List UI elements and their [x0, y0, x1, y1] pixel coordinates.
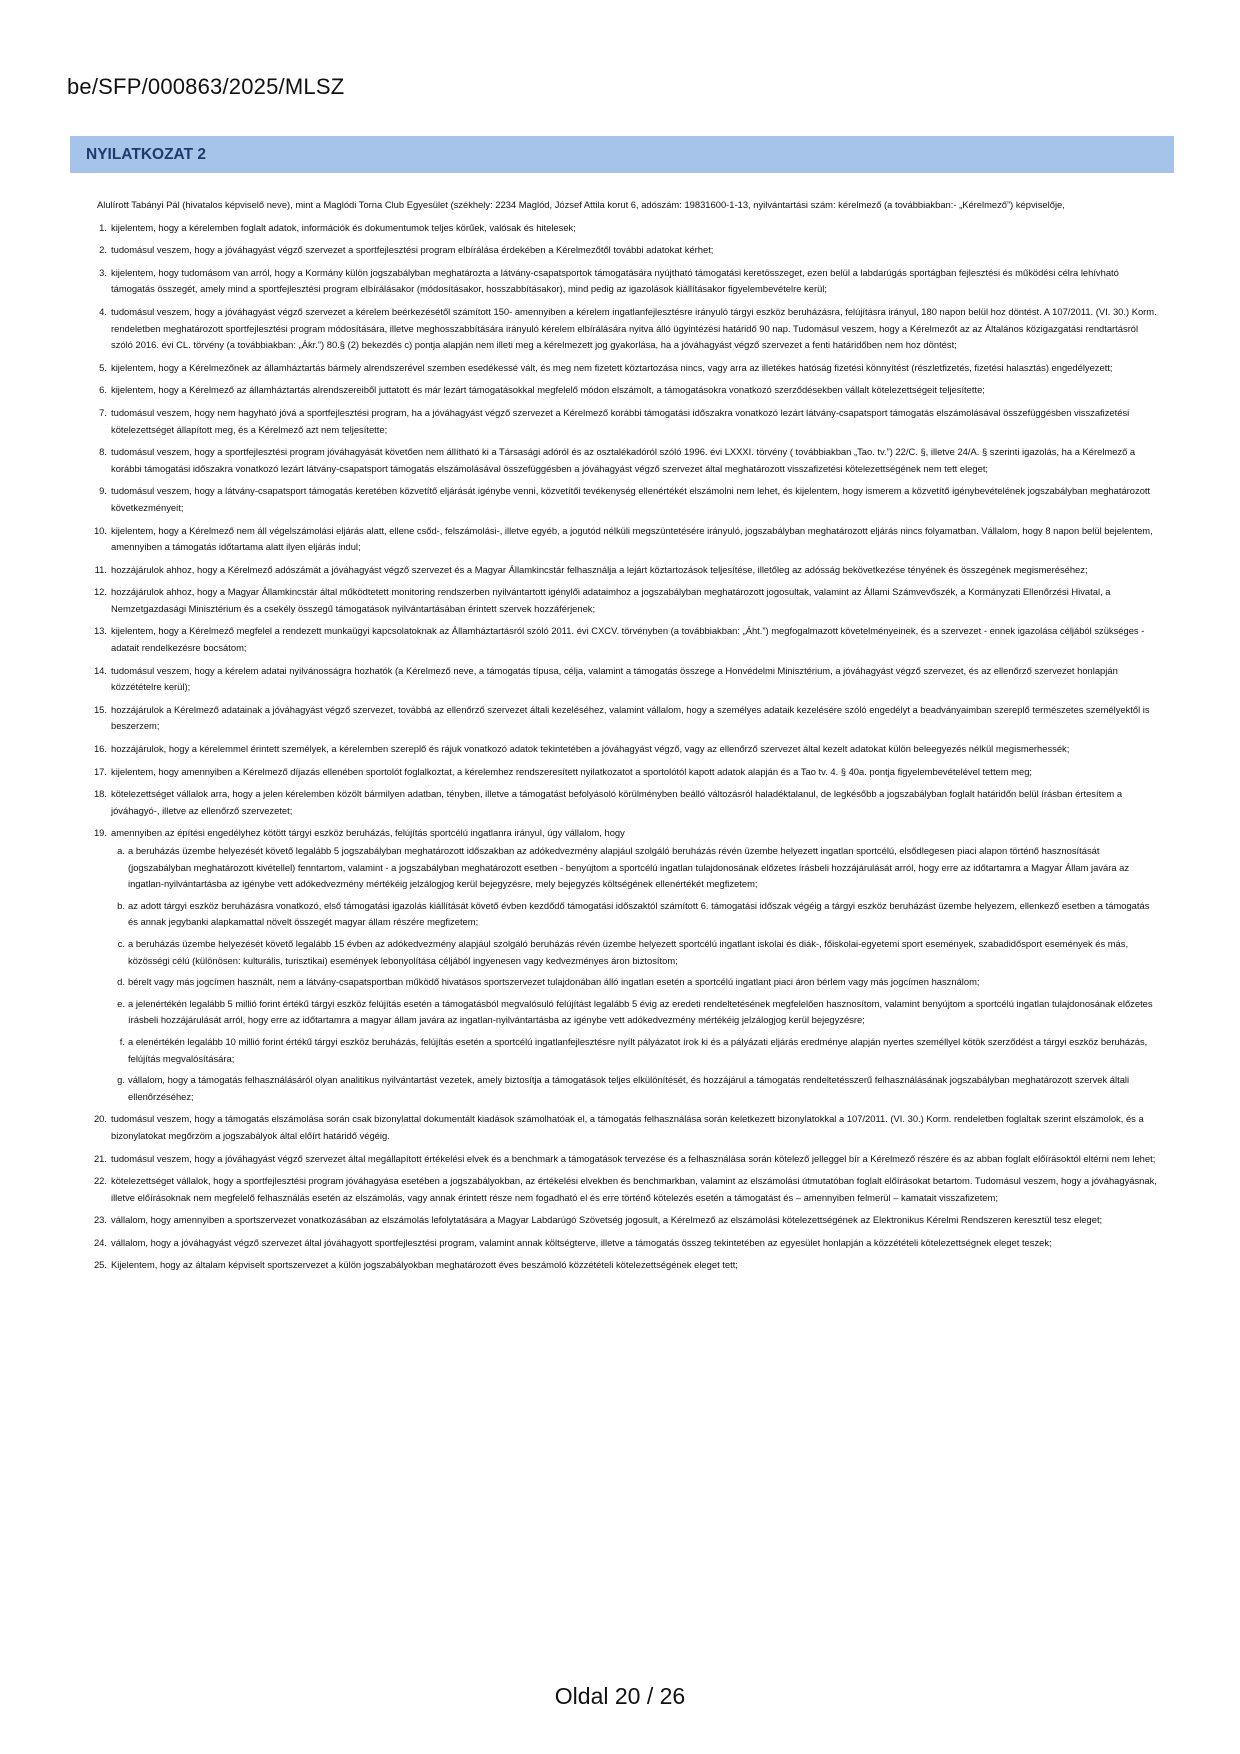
declaration-item [93, 584, 1157, 617]
declaration-intro: Alulírott Tabányi Pál (hivatalos képviselő neve), mint a Maglódi Torna Club Egyesület (székhely: 2234 Maglód, József Attila korut 6, adószám: 19831600-1-13, nyilvántartási szám: kérelmező (a továbbiakban:- „Kérelmező”) képviselője, [97, 199, 1065, 210]
declaration-item [93, 825, 1157, 1105]
declaration-item [97, 483, 1157, 516]
item-number: 7. [99, 406, 107, 418]
item-number: 15. [93, 703, 107, 715]
sub-item [111, 1034, 1157, 1067]
declaration-item [93, 623, 1157, 656]
sub-item-letter: a. [117, 845, 125, 856]
declaration-item [93, 1212, 1157, 1229]
document-reference-id: be/SFP/000863/2025/MLSZ [67, 74, 345, 99]
page-number: Oldal 20 / 26 [554, 1683, 686, 1709]
declaration-list [93, 220, 1157, 1274]
item-text: kijelentem, hogy amennyiben a Kérelmező díjazás ellenében sportolót foglalkoztat, a kérelemhez rendszeresített nyilatkozatot a sportolótól kapott adatok alapján és a Tao tv. 4. § 40a. pontja figyelembevételével tettem meg; [111, 765, 1033, 777]
item-number: 6. [99, 384, 107, 396]
item-text: tudomásul veszem, hogy a támogatás elszámolása során csak bizonylattal dokumentált kiadások számolhatóak el, a támogatás felhasználása során keletkezett bizonylatokkal a 107/2011. (VI. 30.) Korm. rendeletben foglaltak szerint elszámolok, és a bizonylatokat megőrzöm a jogszabályok által előírt határidő végéig. [111, 1113, 1144, 1141]
item-text: vállalom, hogy a jóváhagyást végző szervezet által jóváhagyott sportfejlesztési program, valamint annak költségterve, illetve a támogatás összeg tekintetében az egyesület honlapján a közzétételi kötelezettségnek eleget teszek; [111, 1236, 1052, 1248]
item-number: 9. [99, 485, 107, 497]
item-number: 21. [93, 1152, 107, 1164]
declaration-item [97, 405, 1157, 438]
declaration-item [93, 523, 1157, 556]
item-text: kötelezettséget vállalok, hogy a sportfejlesztési program jóváhagyása esetében a jogszabályokban, az értékelési elvekben és benchmarkban, valamint az elszámolási útmutatóban foglalt előírásokat betartom. Tudomásul veszem, hogy a jóváhagyásnak, illetve előírásoknak nem megfelelő felhasználás esetén az elszámolás, vagy annak érintett része nem fogadható el és erre történő kötelezés esetén a támogatást és – amennyiben felmerül – kamatait visszafizetem; [111, 1175, 1157, 1203]
item-text: vállalom, hogy amennyiben a sportszervezet vonatkozásában az elszámolás lefolytatására a Magyar Labdarúgó Szövetség jogosult, a Kérelmező az elszámolási kötelezettségének az Elektronikus Kérelmi Rendszeren keresztül tesz eleget; [111, 1214, 1103, 1226]
item-number: 10. [93, 524, 107, 536]
item-text: kötelezettséget vállalok arra, hogy a jelen kérelemben közölt bármilyen adatban, tényben, illetve a támogatást befolyásoló körülményben beálló változásról haladéktalanul, de legkésőbb a jogszabályban foglalt határidőn belül írásban értesítem a jóváhagyó-, illetve az ellenőrző szervezetet; [111, 788, 1123, 816]
item-text: kijelentem, hogy a Kérelmező az államháztartás alrendszereiből juttatott és már lezárt támogatásokkal megfelelő módon elszámolt, a támogatásokra vonatkozó szerződésekben vállalt kötelezettségeit teljesítette; [111, 384, 985, 396]
declaration-body [93, 197, 1157, 1280]
declaration-item [93, 1257, 1157, 1274]
item-number: 5. [99, 361, 107, 373]
item-number: 4. [99, 305, 107, 317]
item-text: hozzájárulok a Kérelmező adatainak a jóváhagyást végző szervezet, továbbá az ellenőrző szervezet általi kezeléséhez, valamint vállalom, hogy a személyes adataik kezelésére szóló engedélyt a beadványaimban szereplő természetes személyektől is beszerzem; [111, 703, 1150, 732]
item-text: tudomásul veszem, hogy nem hagyható jóvá a sportfejlesztési program, ha a jóváhagyást végző szervezet a Kérelmező korábbi támogatási időszakra vonatkozó lezárt látvány-csapatsport támogatás elszámolásával összefüggésben visszafizetési kötelezettséget állapított meg, és a Kérelmező azt nem teljesítette; [111, 406, 1130, 435]
item-text: kijelentem, hogy a Kérelmező megfelel a rendezett munkaügyi kapcsolatoknak az Államháztartásról szóló 2011. évi CXCV. törvényben (a továbbiakban: „Áht.”) megfogalmazott követelményeinek, és a szervezet - ennek igazolása céljából szükséges - adatait rendelkezésre bocsátom; [111, 625, 1145, 654]
declaration-item [93, 1151, 1157, 1168]
item-text: tudomásul veszem, hogy a jóváhagyást végző szervezet a sportfejlesztési program elbírálása érdekében a Kérelmezőtől további adatokat kérhet; [111, 244, 714, 256]
item-number: 19. [93, 827, 107, 839]
item-number: 12. [93, 586, 107, 598]
item-text: kijelentem, hogy tudomásom van arról, hogy a Kormány külön jogszabályban meghatározta a látvány-csapatsportok támogatására nyújtható támogatási keretösszeget, ezen belül a labdarúgás sportágban fejlesztési és működési célra lehívható támogatás összegét, amely mind a sportfejlesztési program elbírálásakor (módosításakor, hosszabbításakor), mind pedig az igazolások kiállításakor figyelembevételre kerül; [111, 266, 1119, 295]
item-number: 24. [93, 1236, 107, 1248]
declaration-item [97, 360, 1157, 377]
sub-item [111, 974, 1157, 991]
declaration-item [97, 382, 1157, 399]
sub-list [111, 843, 1157, 1105]
section-title: NYILATKOZAT 2 [86, 146, 206, 163]
item-number: 16. [93, 743, 107, 755]
sub-item-letter: c. [117, 937, 125, 949]
sub-item-text: a jelenértékén legalább 5 millió forint értékű tárgyi eszköz felújítás esetén a támogatásból megvalósuló felújítást legalább 5 évig az eredeti rendeltetésének megfelelően hasznosítom, valamint benyújtom a sportcélú ingatlan tulajdonosának előzetes írásbeli hozzájárulását arról, hogy erre az időtartamra a magyar állam javára az ingatlan-nyilvántartásba az igénybe vett adókedvezmény mértékéig jelzálogjog kerül bejegyzésre; [128, 997, 1153, 1026]
item-number: 17. [93, 765, 107, 777]
item-text: hozzájárulok, hogy a kérelemmel érintett személyek, a kérelemben szereplő és rájuk vonatkozó adatok tekintetében a jóváhagyást végző, vagy az ellenőrző szervezet által kezelt adatokat külön beleegyezés nélkül megismerhessék; [111, 743, 1070, 755]
item-text: Kijelentem, hogy az általam képviselt sportszervezet a külön jogszabályokban meghatározott éves beszámoló közzétételi kötelezettségének eleget tett; [111, 1259, 738, 1271]
declaration-item [93, 702, 1157, 735]
declaration-item [97, 242, 1157, 259]
declaration-item [93, 1235, 1157, 1252]
sub-item-text: a beruházás üzembe helyezését követő legalább 5 jogszabályban meghatározott időszakban az adókedvezmény alapjául szolgáló beruházás révén üzembe helyezett ingatlan sportcélú, elsődlegesen piaci alapon történő hasznosítását (jogszabályban meghatározott kivétellel) fenntartom, valamint - a jogszabályban meghatározott esetben - benyújtom a sportcélú ingatlan tulajdonosának előzetes írásbeli hozzájárulását arról, hogy erre az időtartamra a Magyar Állam javára az ingatlan-nyilvántartásba az igénybe vett adókedvezmény mértékéig jelzálogjog kerül bejegyzésre, mely bejegyzés költségének ellenértékét megfizetem; [128, 845, 1130, 890]
item-text: hozzájárulok ahhoz, hogy a Magyar Államkincstár által működtetett monitoring rendszerben nyilvántartott igénylői adataimhoz a jogszabályban meghatározott jogosultak, valamint az Állami Számvevőszék, a Kormányzati Ellenőrzési Hivatal, a Nemzetgazdasági Minisztérium és a csekély összegű támogatások nyilvántartásában érintett szervek hozzáférjenek; [111, 586, 1111, 614]
item-text: tudomásul veszem, hogy a jóváhagyást végző szervezet által megállapított értékelési elvek és a benchmark a támogatások tervezése és a felhasználása során kötelező jelleggel bír a Kérelmező részére és az abban foglalt előírásoktól eltérni nem lehet; [111, 1152, 1156, 1164]
item-text: tudomásul veszem, hogy a látvány-csapatsport támogatás keretében közvetítő eljárását igénybe venni, közvetítői tevékenység ellenértékét elszámolni nem lehet, és kijelentem, hogy ismerem a közvetítő igénybevételének jogszabályban meghatározott következményeit; [111, 485, 1151, 513]
sub-item [111, 898, 1157, 931]
item-text: amennyiben az építési engedélyhez kötött tárgyi eszköz beruházás, felújítás sportcélú ingatlanra irányul, úgy vállalom, hogy [111, 827, 625, 839]
sub-item-letter: d. [117, 976, 125, 988]
item-text: tudomásul veszem, hogy a sportfejlesztési program jóváhagyását követően nem állítható ki a Társasági adóról és az osztalékadóról szóló 1996. évi LXXXI. törvény ( továbbiakban „Tao. tv.”) 22/C. §, illetve 24/A. § szerinti igazolás, ha a Kérelmező a korábbi támogatási időszakra vonatkozó lezárt látvány-csapatsport támogatás elszámolásával összefüggésben a jóváhagyást végző szervezet által meghatározott visszafizetési kötelezettségének nem tett eleget; [111, 446, 1136, 474]
sub-item-text: a beruházás üzembe helyezését követő legalább 15 évben az adókedvezmény alapjául szolgáló beruházás révén üzembe helyezett sportcélú ingatlant iskolai és diák-, főiskolai-egyetemi sport események, szabadidősport események és más, közösségi célú (különösen: kulturális, turisztikai) események lebonyolítása céljából ingyenesen vagy kedvezményes áron biztosítom; [128, 937, 1129, 966]
item-text: kijelentem, hogy a Kérelmezőnek az államháztartás bármely alrendszerével szemben esedékessé vált, és meg nem fizetett köztartozása nincs, vagy arra az illetékes hatóság fizetési könnyítést (részletfizetés, fizetési halasztás) engedélyezett; [111, 361, 1113, 373]
item-text: tudomásul veszem, hogy a jóváhagyást végző szervezet a kérelem beérkezésétől számított 150- amennyiben a kérelem ingatlanfejlesztésre irányuló tárgyi eszköz beruházásra, felújításra irányul, 180 napon belül hoz döntést. A 107/2011. (VI. 30.) Korm. rendeletben meghatározott sportfejlesztési program módosítására, illetve meghosszabbítására irányuló kérelem elbírálására nyitva álló ügyintézési határidő 90 nap. Tudomásul veszem, hogy a Kérelmezőt az az Általános közigazgatási rendtartásról szóló 2016. évi CL. törvény (a továbbiakban: „Ákr.”) 80.§ (2) bekezdés c) pontja alapján nem illeti meg a kérelmezett jog gyakorlása, ha a jóváhagyást végző szervezet a fenti határidőben nem hoz döntést; [111, 305, 1157, 351]
sub-item-letter: e. [117, 997, 125, 1009]
declaration-item [97, 265, 1157, 298]
item-number: 3. [99, 266, 107, 278]
sub-item-text: az adott tárgyi eszköz beruházásra vonatkozó, első támogatási igazolás kiállítását követő évben kezdődő támogatási időszaktól számított 6. támogatási időszak végéig a tárgyi eszköz beruházást üzembe helyezem, ellenkező esetben a támogatás és annak jegybanki alapkamattal növelt összegét magyar állam részére megfizetem; [128, 899, 1150, 928]
item-number: 11. [94, 563, 107, 575]
declaration-item [93, 663, 1157, 696]
declaration-item [93, 1173, 1157, 1206]
sub-item-letter: b. [117, 899, 125, 911]
item-number: 14. [93, 664, 107, 676]
section-header [70, 136, 1174, 173]
item-number: 20. [93, 1113, 107, 1125]
item-number: 18. [93, 788, 107, 800]
sub-item-text: a elenértékén legalább 10 millió forint értékű tárgyi eszköz beruházás, felújítás esetén a sportcélú ingatlanfejlesztésre nyílt pályázatot írok ki és a pályázati eljárás eredménye alapján nyertes személlyel kötök szerződést a tárgyi eszköz beruházás, felújítás megvalósítására; [128, 1035, 1148, 1064]
item-number: 23. [93, 1214, 107, 1226]
item-text: tudomásul veszem, hogy a kérelem adatai nyilvánosságra hozhatók (a Kérelmező neve, a támogatás típusa, célja, valamint a támogatás összege a Honvédelmi Minisztérium, a jóváhagyást végző szervezet, és az ellenőrző szervezet honlapján közzétételre kerül); [111, 664, 1118, 693]
item-text: hozzájárulok ahhoz, hogy a Kérelmező adószámát a jóváhagyást végző szervezet és a Magyar Államkincstár felhasználja a lejárt köztartozások teljesítése, illetőleg az adósság bekövetkezése tényének és összegének megismeréséhez; [111, 563, 1088, 575]
item-number: 22. [93, 1175, 107, 1187]
item-number: 1. [99, 221, 107, 233]
declaration-item [97, 304, 1157, 354]
item-text: kijelentem, hogy a kérelemben foglalt adatok, információk és dokumentumok teljes körűek, valósak és hitelesek; [111, 221, 576, 233]
item-number: 25. [93, 1259, 107, 1271]
declaration-item [93, 786, 1157, 819]
declaration-item [93, 741, 1157, 758]
declaration-item [93, 1111, 1157, 1144]
sub-item-text: vállalom, hogy a támogatás felhasználásáról olyan analitikus nyilvántartást vezetek, amely biztosítja a támogatások teljes elkülönítését, és hozzájárul a támogatás rendeltetésszerű felhasználásának jogszabályban meghatározott szervek általi ellenőrzéséhez; [128, 1074, 1130, 1102]
declaration-item [94, 562, 1157, 579]
sub-item [111, 1072, 1157, 1105]
item-number: 13. [93, 625, 107, 637]
sub-item [111, 843, 1157, 893]
declaration-item [97, 220, 1157, 237]
sub-item [111, 936, 1157, 969]
item-text: kijelentem, hogy a Kérelmező nem áll végelszámolási eljárás alatt, ellene csőd-, felszámolási-, illetve egyéb, a jogutód nélküli megszüntetésére irányuló, jogszabályban meghatározott eljárás nincs folyamatban. Vállalom, hogy 8 napon belül bejelentem, amennyiben a támogatás időtartama alatt ilyen eljárás indul; [111, 524, 1153, 553]
sub-item-letter: f. [119, 1035, 125, 1047]
sub-item [111, 996, 1157, 1029]
declaration-item [97, 444, 1157, 477]
item-number: 8. [99, 446, 107, 458]
sub-item-text: bérelt vagy más jogcímen használt, nem a látvány-csapatsportban működő hivatásos sportszervezet tulajdonában álló ingatlan esetén a sportcélú ingatlant piaci áron bérlem vagy más jogcímen használom; [128, 976, 980, 988]
declaration-item [93, 764, 1157, 781]
sub-item-letter: g. [117, 1074, 125, 1086]
item-number: 2. [99, 244, 107, 256]
